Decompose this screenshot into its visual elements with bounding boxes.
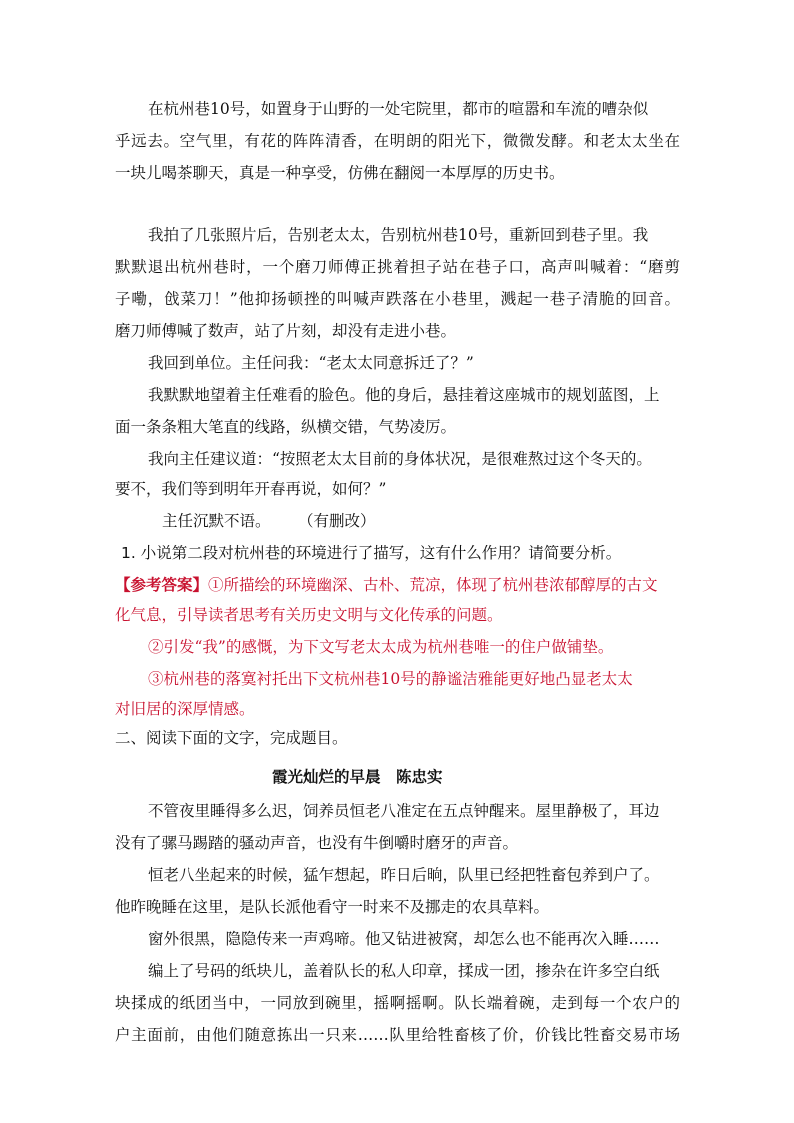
story-line: 没有了骡马踢踏的骚动声音，也没有牛倒嚼时磨牙的声音。	[115, 834, 519, 852]
passage-line: 我拍了几张照片后，告别老太太，告别杭州巷10号，重新回到巷子里。我	[148, 226, 649, 244]
story-line: 不管夜里睡得多么迟，饲养员恒老八准定在五点钟醒来。屋里静极了，耳边	[148, 802, 660, 820]
answer-line: 化气息，引导读者思考有关历史文明与文化传承的问题。	[115, 606, 503, 624]
passage-line: 默默退出杭州巷时，一个磨刀师傅正挑着担子站在巷子口，高声叫喊着：“磨剪	[115, 258, 680, 276]
source-note: （有删改）	[298, 512, 376, 530]
question-1: 1. 小说第二段对杭州巷的环境进行了描写，这有什么作用？请简要分析。	[121, 544, 622, 562]
answer-line: 对旧居的深厚情感。	[115, 700, 255, 718]
answer-line: ③杭州巷的落寞衬托出下文杭州巷10号的静谧洁雅能更好地凸显老太太	[148, 670, 633, 688]
passage-line: 磨刀师傅喊了数声，站了片刻，却没有走进小巷。	[115, 322, 457, 340]
passage-line: 我默默地望着主任难看的脸色。他的身后，悬挂着这座城市的规划蓝图，上	[148, 386, 660, 404]
story-title: 霞光灿烂的早晨 陈忠实	[272, 768, 443, 786]
passage-line: 主任沉默不语。	[162, 512, 271, 530]
story-line: 户主面前，由他们随意拣出一只来……队里给牲畜核了价，价钱比牲畜交易市场	[115, 1026, 680, 1044]
passage-line: 乎远去。空气里，有花的阵阵清香，在明朗的阳光下，微微发酵。和老太太坐在	[115, 132, 680, 150]
answer-line	[115, 574, 680, 596]
story-line: 恒老八坐起来的时候，猛乍想起，昨日后晌，队里已经把牲畜包养到户了。	[148, 866, 660, 884]
passage-line: 一块儿喝茶聊天，真是一种享受，仿佛在翻阅一本厚厚的历史书。	[115, 164, 565, 182]
passage-line: 在杭州巷10号，如置身于山野的一处宅院里，都市的喧嚣和车流的嘈杂似	[148, 100, 649, 118]
story-line: 窗外很黑，隐隐传来一声鸡啼。他又钻进被窝，却怎么也不能再次入睡……	[148, 930, 660, 948]
passage-line: 要不，我们等到明年开春再说，如何？”	[115, 480, 387, 498]
answer-label: 【参考答案】	[115, 576, 209, 594]
passage-line: 子嘞，戗菜刀！”他抑扬顿挫的叫喊声跌落在小巷里，溅起一巷子清脆的回音。	[115, 290, 680, 308]
answer-text: ①所描绘的环境幽深、古朴、荒凉，体现了杭州巷浓郁醇厚的古文	[208, 576, 658, 594]
story-line: 他昨晚睡在这里，是队长派他看守一时来不及挪走的农具草料。	[115, 898, 550, 916]
section-heading: 二、阅读下面的文字，完成题目。	[115, 729, 348, 747]
passage-line: 面一条条粗大笔直的线路，纵横交错，气势凌厉。	[115, 418, 457, 436]
passage-line: 我向主任建议道：“按照老太太目前的身体状况，是很难熬过这个冬天的。	[148, 450, 652, 468]
story-line: 块揉成的纸团当中，一同放到碗里，摇啊摇啊。队长端着碗，走到每一个农户的	[115, 994, 680, 1012]
answer-line: ②引发“我”的感慨，为下文写老太太成为杭州巷唯一的住户做铺垫。	[148, 638, 614, 656]
passage-line: 我回到单位。主任问我：“老太太同意拆迁了？”	[148, 354, 474, 372]
story-line: 编上了号码的纸块儿，盖着队长的私人印章，揉成一团，掺杂在许多空白纸	[148, 962, 660, 980]
